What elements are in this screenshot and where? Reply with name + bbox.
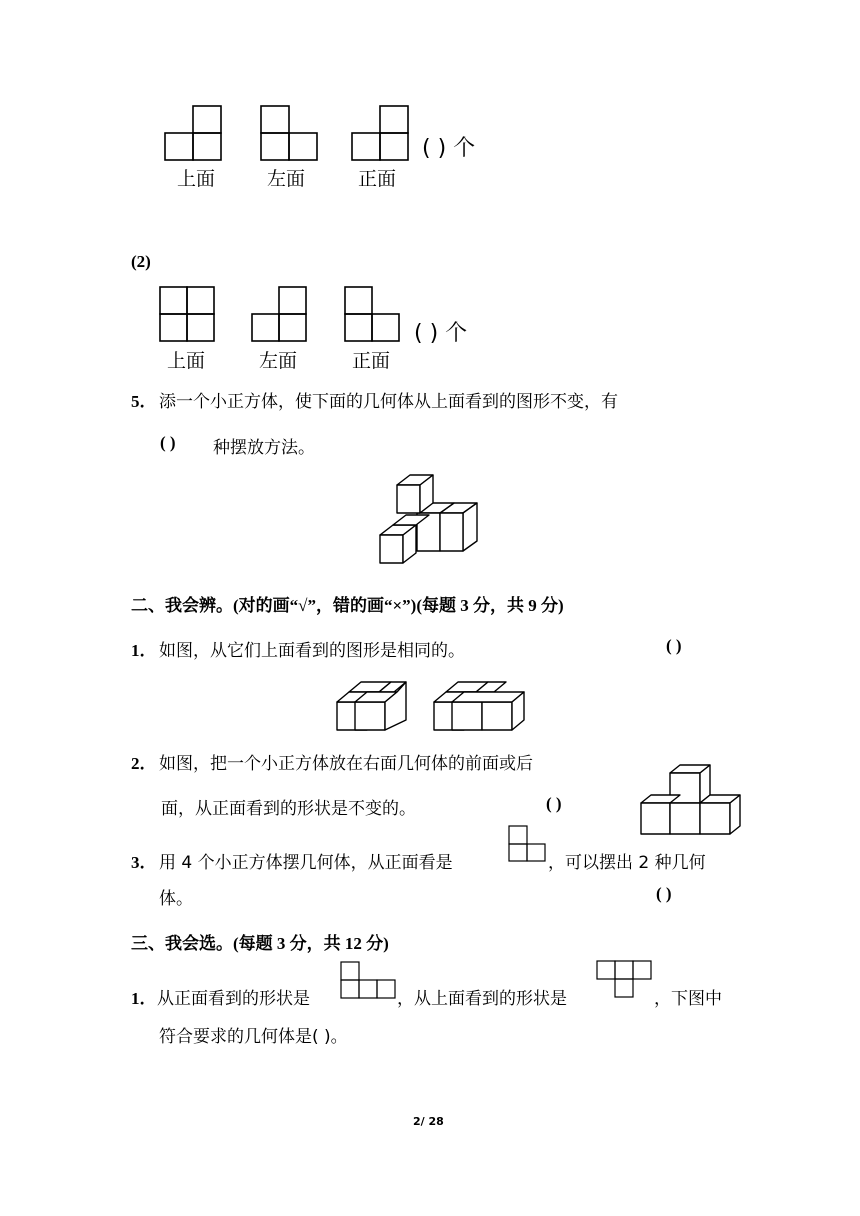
s2-q3-number: 3．	[131, 853, 157, 872]
s2-q3-front-view-icon	[508, 825, 548, 865]
p1-answer-blank[interactable]: ( ) 个	[422, 136, 476, 161]
page-number: 2/ 28	[413, 1115, 444, 1128]
s2-q3-text-b: ，可以摆出 2 种几何	[548, 853, 706, 873]
s2-q1-cubes-figure	[335, 676, 525, 734]
p2-number: (2)	[131, 252, 151, 271]
s3-q1-number: 1．	[131, 989, 157, 1008]
p2-views-figure	[159, 286, 419, 346]
q5-cube-figure	[378, 473, 480, 565]
p1-label-left: 左面	[267, 168, 306, 190]
q5-number: 5．	[131, 392, 157, 411]
section2-heading: 二、我会辨。(对的画“√”，错的画“×”)(每题 3 分，共 9 分)	[131, 596, 564, 615]
p1-views-figure	[165, 104, 415, 164]
s3-q1-top-view-icon	[596, 960, 654, 1000]
section3-heading: 三、我会选。(每题 3 分，共 12 分)	[131, 934, 389, 953]
s2-q3-line2: 体。	[159, 889, 193, 909]
s2-q1-answer-blank[interactable]: ( )	[666, 636, 682, 655]
p2-label-left: 左面	[259, 350, 298, 372]
p1-label-top: 上面	[177, 168, 216, 190]
s3-q1-text-a: 从正面看到的形状是	[157, 989, 310, 1009]
s3-q1-text-b: ，从上面看到的形状是	[397, 989, 567, 1009]
q5-line2: 种摆放方法。	[213, 438, 315, 458]
p2-label-front: 正面	[352, 350, 391, 372]
s2-q2-line1: 如图，把一个小正方体放在右面几何体的前面或后	[159, 754, 533, 774]
s2-q1-number: 1．	[131, 641, 157, 660]
s2-q2-answer-blank[interactable]: ( )	[546, 794, 562, 813]
s2-q3-text-a: 用 4 个小正方体摆几何体，从正面看是	[159, 853, 453, 873]
p2-answer-blank[interactable]: ( ) 个	[414, 321, 468, 346]
s2-q2-line2: 面，从正面看到的形状是不变的。	[161, 799, 416, 819]
p2-label-top: 上面	[167, 350, 206, 372]
s2-q2-cubes-figure	[640, 763, 742, 837]
s2-q1-text: 如图，从它们上面看到的图形是相同的。	[159, 641, 465, 661]
s3-q1-text-c: ，下图中	[654, 989, 722, 1009]
s2-q2-number: 2．	[131, 754, 157, 773]
s3-q1-front-view-icon	[340, 961, 398, 1001]
s2-q3-answer-blank[interactable]: ( )	[656, 884, 672, 903]
q5-answer-blank[interactable]: ( )	[160, 433, 176, 452]
p1-label-front: 正面	[358, 168, 397, 190]
q5-line1: 添一个小正方体，使下面的几何体从上面看到的图形不变，有	[159, 392, 618, 412]
s3-q1-line2: 符合要求的几何体是( )。	[159, 1027, 348, 1047]
